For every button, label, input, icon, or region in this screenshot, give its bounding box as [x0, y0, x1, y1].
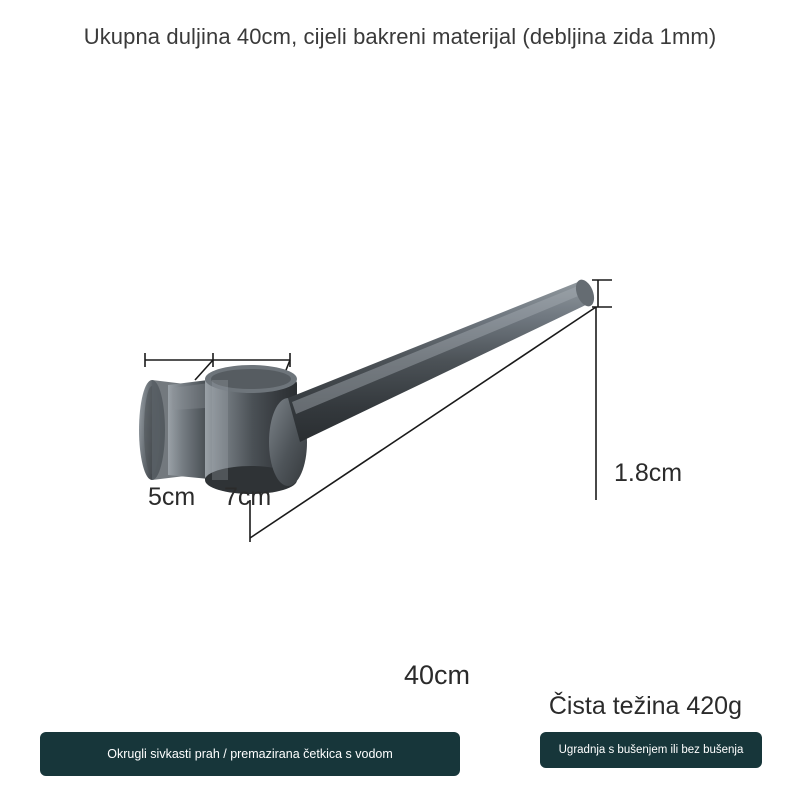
product-illustration-area: [0, 180, 800, 690]
dimension-label-bracket: 7cm: [224, 483, 272, 511]
page-title: Ukupna duljina 40cm, cijeli bakreni materijal (debljina zida 1mm): [83, 24, 717, 49]
horizontal-bar: [288, 277, 598, 442]
dimension-label-length: 40cm: [404, 660, 471, 690]
towel-bar-illustration: [0, 180, 800, 620]
feature-pill-installation: Ugradnja s bušenjem ili bez bušenja: [540, 732, 762, 768]
dimension-label-depth: 5cm: [148, 483, 196, 511]
feature-pill-finish: Okrugli sivkasti prah / premazirana četkica s vodom: [40, 732, 460, 776]
dimension-label-thickness: 1.8cm: [614, 459, 683, 487]
net-weight-text: Čista težina 420g: [548, 692, 742, 720]
